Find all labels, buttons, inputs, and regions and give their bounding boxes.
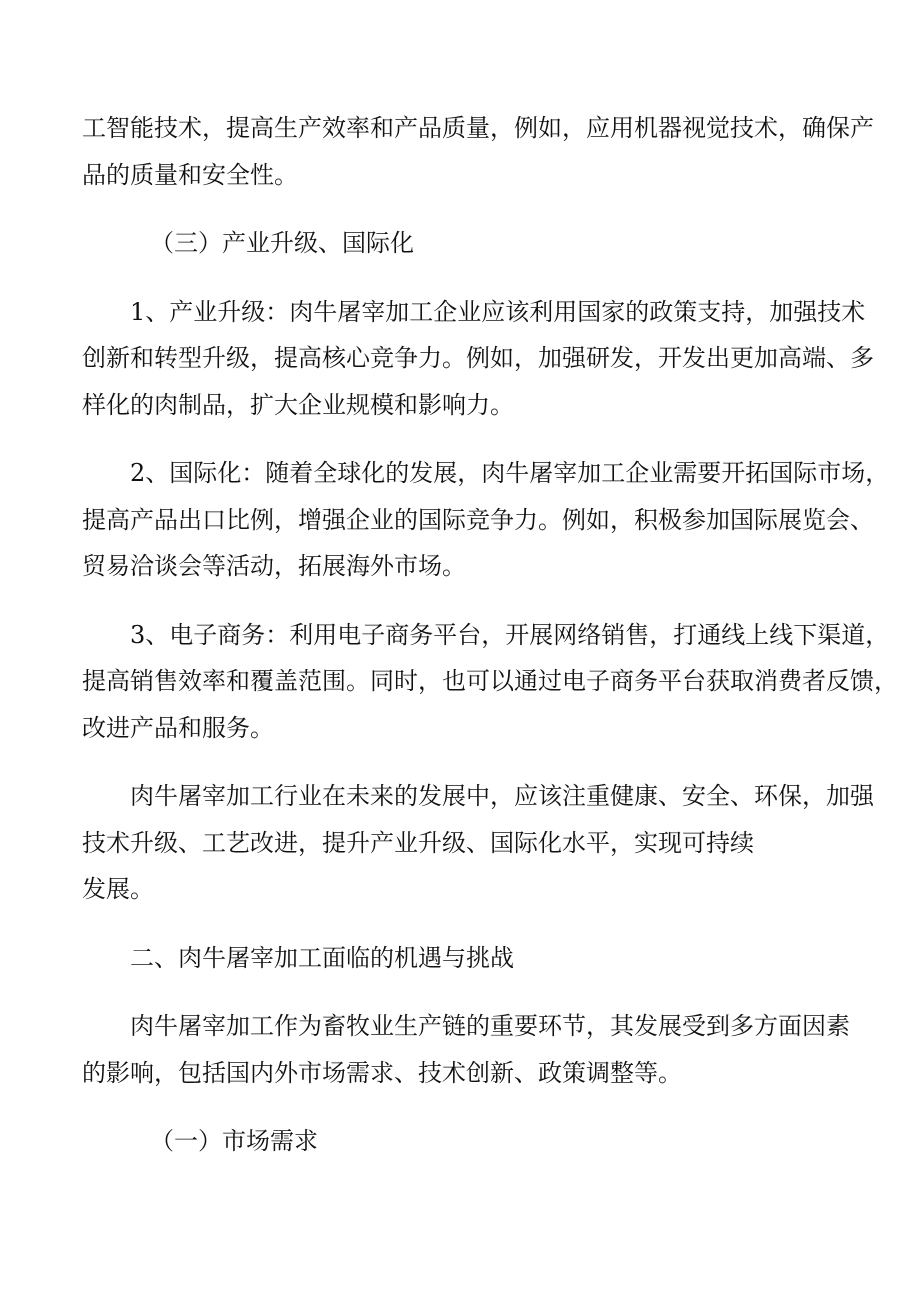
section-heading-market-demand — [82, 1118, 842, 1165]
text-line: 工智能技术，提高生产效率和产品质量，例如，应用机器视觉技术，确保产 — [82, 114, 874, 142]
paragraph-summary — [82, 773, 874, 913]
heading-text: （三）产业升级、国际化 — [150, 229, 414, 257]
document-body — [82, 105, 898, 1187]
paragraph-internationalization — [82, 450, 890, 590]
text-line: 创新和转型升级，提高核心竞争力。例如，加强研发，开发出更加高端、多 — [82, 344, 874, 372]
heading-text: 二、肉牛屠宰加工面临的机遇与挑战 — [130, 943, 514, 972]
text-line: 提高销售效率和覆盖范围。同时，也可以通过电子商务平台获取消费者反馈， — [82, 667, 898, 695]
text-line: 改进产品和服务。 — [82, 713, 274, 742]
section-heading-industry-upgrade — [82, 220, 842, 267]
text-line: 2、国际化：随着全球化的发展，肉牛屠宰加工企业需要开拓国际市场， — [130, 459, 890, 487]
paragraph-ecommerce — [82, 612, 898, 752]
text-line: 1、产业升级：肉牛屠宰加工企业应该利用国家的政策支持，加强技术 — [130, 297, 866, 326]
text-line: 发展。 — [82, 875, 154, 903]
section-heading-opportunities — [82, 935, 842, 982]
text-line: 样化的肉制品，扩大企业规模和影响力。 — [82, 390, 514, 419]
paragraph-intro — [82, 1003, 850, 1096]
heading-text: （一）市场需求 — [150, 1127, 318, 1155]
text-line: 技术升级、工艺改进，提升产业升级、国际化水平，实现可持续 — [82, 828, 754, 857]
paragraph-continued — [82, 105, 874, 198]
text-line: 肉牛屠宰加工作为畜牧业生产链的重要环节，其发展受到多方面因素 — [130, 1012, 850, 1040]
paragraph-industry-upgrade — [82, 289, 874, 429]
text-line: 3、电子商务：利用电子商务平台，开展网络销售，打通线上线下渠道， — [130, 620, 890, 649]
text-line: 品的质量和安全性。 — [82, 160, 298, 189]
text-line: 贸易洽谈会等活动，拓展海外市场。 — [82, 552, 466, 580]
text-line: 肉牛屠宰加工行业在未来的发展中，应该注重健康、安全、环保，加强 — [130, 782, 874, 810]
text-line: 提高产品出口比例，增强企业的国际竞争力。例如，积极参加国际展览会、 — [82, 505, 874, 534]
text-line: 的影响，包括国内外市场需求、技术创新、政策调整等。 — [82, 1058, 682, 1087]
